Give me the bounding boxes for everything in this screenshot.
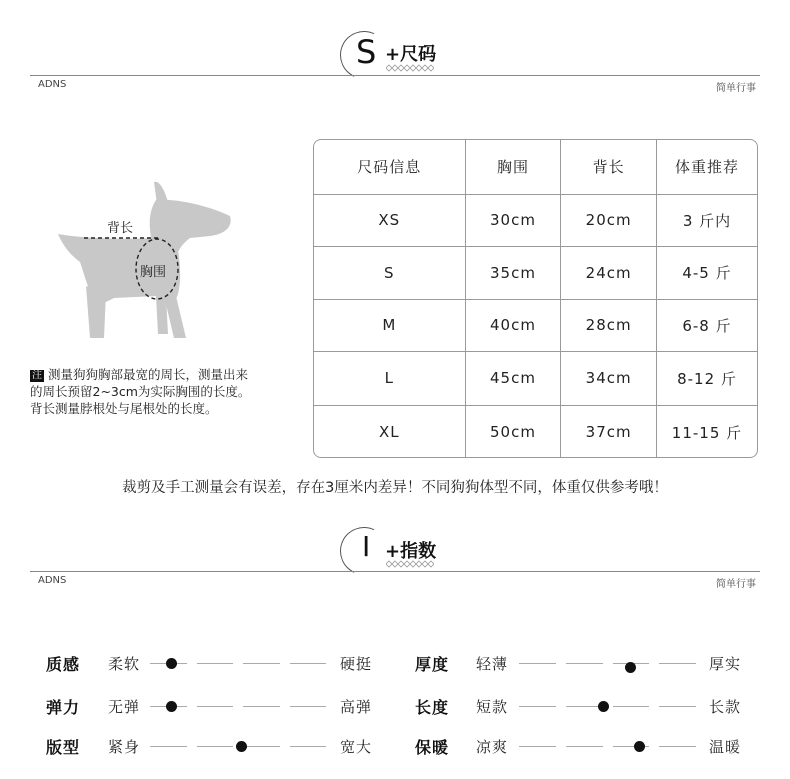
index-high-label: 宽大 <box>340 738 373 756</box>
cell-back: 37cm <box>561 405 657 458</box>
section-title: +尺码 <box>385 44 437 65</box>
table-header-row <box>314 140 757 194</box>
index-low-label: 短款 <box>476 698 509 716</box>
index-scale-segment <box>566 663 603 664</box>
index-low-label: 凉爽 <box>476 738 509 756</box>
index-level-marker <box>598 701 609 712</box>
note-line-1: 测量狗狗胸部最宽的周长，测量出来 <box>48 367 249 382</box>
index-scale-segment <box>290 663 327 664</box>
index-level-marker <box>236 741 247 752</box>
cell-weight: 6-8 斤 <box>656 299 757 351</box>
dog-back-leg-shape <box>86 286 106 338</box>
index-label: 保暖 <box>415 738 450 757</box>
header-back: 背长 <box>561 140 657 194</box>
index-scale-segment <box>519 746 556 747</box>
diamond-decoration-icon <box>386 560 434 568</box>
cell-back: 34cm <box>561 351 657 405</box>
table-row <box>314 351 757 405</box>
cell-chest: 40cm <box>465 299 561 351</box>
index-scale-segment <box>613 706 650 707</box>
brand-left: ADNS <box>38 575 67 586</box>
index-scale-segment <box>197 746 234 747</box>
cell-weight: 8-12 斤 <box>656 351 757 405</box>
cell-size: XL <box>314 405 465 458</box>
cell-size: L <box>314 351 465 405</box>
header-divider <box>30 571 760 572</box>
brand-right: 简单行事 <box>716 83 756 94</box>
index-level-marker <box>634 741 645 752</box>
note-tag: 注 <box>32 370 42 381</box>
section-index-header <box>0 520 790 590</box>
note-line-2: 的周长预留2~3cm为实际胸围的长度。 <box>30 384 251 399</box>
cell-back: 20cm <box>561 194 657 246</box>
header-chest: 胸围 <box>465 140 561 194</box>
back-length-label: 背长 <box>107 221 134 236</box>
section-size-header <box>0 0 790 95</box>
index-label: 长度 <box>415 698 450 717</box>
cell-chest: 45cm <box>465 351 561 405</box>
cell-weight: 4-5 斤 <box>656 246 757 299</box>
index-level-marker <box>166 658 177 669</box>
index-scale-segment <box>519 663 556 664</box>
index-high-label: 温暖 <box>709 738 742 756</box>
index-level-marker <box>625 662 636 673</box>
cell-chest: 50cm <box>465 405 561 458</box>
table-row <box>314 299 757 351</box>
chest-girth-label: 胸围 <box>140 265 167 280</box>
dog-illustration <box>50 178 240 343</box>
section-title: +指数 <box>385 541 437 562</box>
index-low-label: 柔软 <box>108 655 141 673</box>
table-row <box>314 246 757 299</box>
note-line-3: 背长测量脖根处与尾根处的长度。 <box>30 401 218 416</box>
index-level-marker <box>166 701 177 712</box>
index-label: 质感 <box>46 655 81 674</box>
index-scale-segment <box>659 663 696 664</box>
cell-chest: 30cm <box>465 194 561 246</box>
section-letter: S <box>356 33 377 71</box>
cell-back: 24cm <box>561 246 657 299</box>
brand-left: ADNS <box>38 79 67 90</box>
cell-size: S <box>314 246 465 299</box>
index-scale-segment <box>243 663 280 664</box>
cell-size: M <box>314 299 465 351</box>
section-letter: I <box>362 530 371 563</box>
index-label: 厚度 <box>415 655 450 674</box>
header-weight: 体重推荐 <box>656 140 757 194</box>
cell-chest: 35cm <box>465 246 561 299</box>
measurement-note <box>30 366 290 417</box>
diamond-decoration-icon <box>386 64 434 72</box>
index-high-label: 高弹 <box>340 698 373 716</box>
index-label: 弹力 <box>46 698 81 717</box>
header-size: 尺码信息 <box>314 140 465 194</box>
index-high-label: 厚实 <box>709 655 742 673</box>
index-high-label: 硬挺 <box>340 655 373 673</box>
index-label: 版型 <box>46 738 81 757</box>
index-scale-segment <box>197 706 234 707</box>
brand-right: 简单行事 <box>716 579 756 590</box>
index-scale-segment <box>566 706 603 707</box>
cell-back: 28cm <box>561 299 657 351</box>
index-scale-segment <box>659 706 696 707</box>
index-scale-segment <box>243 706 280 707</box>
index-scale-segment <box>243 746 280 747</box>
size-table <box>313 139 758 458</box>
index-scale-segment <box>519 706 556 707</box>
index-scale-segment <box>659 746 696 747</box>
index-scale-segment <box>566 746 603 747</box>
index-scale-segment <box>150 746 187 747</box>
index-low-label: 无弹 <box>108 698 141 716</box>
cell-weight: 11-15 斤 <box>656 405 757 458</box>
index-scale-segment <box>290 746 327 747</box>
table-row <box>314 405 757 458</box>
header-divider <box>30 75 760 76</box>
index-low-label: 紧身 <box>108 738 141 756</box>
cell-weight: 3 斤内 <box>656 194 757 246</box>
index-high-label: 长款 <box>709 698 742 716</box>
table-row <box>314 194 757 246</box>
cell-size: XS <box>314 194 465 246</box>
disclaimer-text: 裁剪及手工测量会有误差，存在3厘米内差异！不同狗狗体型不同，体重仅供参考哦！ <box>122 480 668 496</box>
index-scale-segment <box>197 663 234 664</box>
index-low-label: 轻薄 <box>476 655 509 673</box>
index-scale-segment <box>290 706 327 707</box>
